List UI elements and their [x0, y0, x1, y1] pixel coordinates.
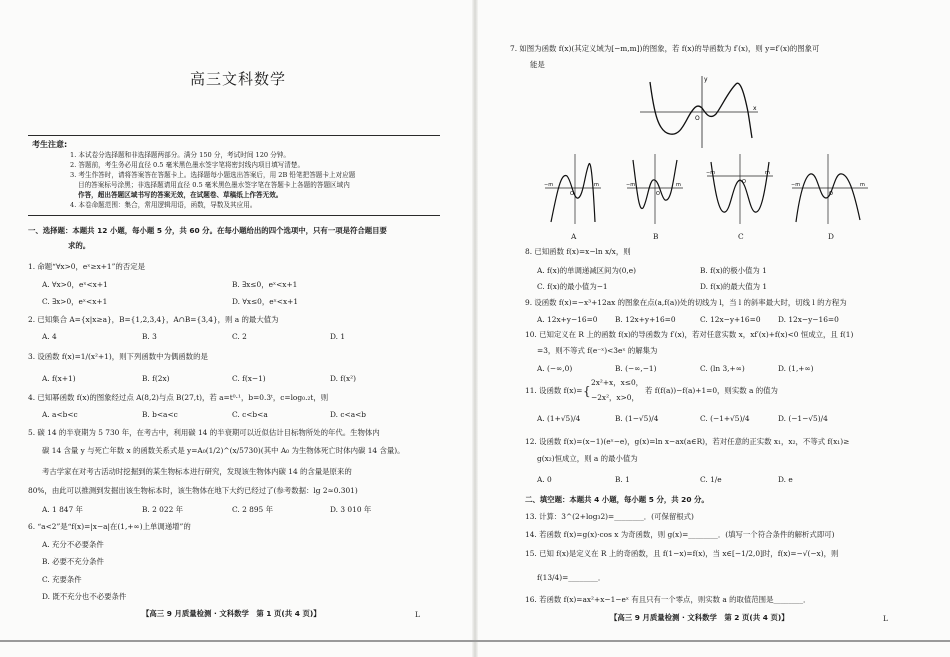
notice-top-rule [28, 135, 440, 136]
q7-graph-d [790, 152, 870, 230]
q8-option-c: C. f(x)的最小值为−1 [537, 282, 608, 291]
q9-option-b: B. 12x+y+16=0 [615, 315, 676, 324]
q1-option-d: D. ∀x≤0，eˣ<x+1 [232, 297, 299, 306]
q1-option-a: A. ∀x>0，eˣ<x+1 [42, 280, 108, 289]
exam-title: 高三文科数学 [190, 70, 287, 88]
left-corner-mark: L [415, 610, 420, 619]
q6-option-a: A. 充分不必要条件 [42, 540, 104, 549]
question-5-line-3: 考古学家在对考古活动时挖掘到的某生物标本进行研究，发现该生物体内碳 14 的含量是原来的 [42, 467, 352, 476]
q5-option-c: C. 2 895 年 [232, 505, 273, 514]
notice-line-1: 1. 本试卷分选择题和非选择题两部分。满分 150 分，考试时间 120 分钟。 [70, 151, 290, 159]
question-7-line-2: 能是 [530, 60, 545, 69]
q5-option-d: D. 3 010 年 [330, 505, 372, 514]
q2-option-a: A. 4 [42, 332, 57, 341]
q3-option-b: B. f(2x) [142, 374, 170, 383]
question-12-line-1: 12. 设函数 f(x)=(x−1)(eˣ−e)，g(x)=ln x−ax(a∈R)，若对任意的正实数 x₁，x₂，不等式 f(x₁)≥ [525, 437, 850, 446]
q1-option-b: B. ∃x≤0，eˣ<x+1 [232, 280, 298, 289]
q2-option-c: C. 2 [232, 332, 247, 341]
question-4: 4. 已知幂函数 f(x)的图象经过点 A(8,2)与点 B(27,t)，若 a=t⁰·¹，b=0.3ᵗ，c=log₀.₂t，则 [28, 393, 329, 402]
q12-option-b: B. 1 [615, 475, 630, 484]
q11-case-1: 2x²+x，x≤0， [591, 378, 644, 387]
notice-line-4: 目的答案标号涂黑；非选择题请用直径 0.5 毫米黑色墨水签字笔在答题卡上各题的答题区域内 [78, 181, 350, 189]
notice-line-3: 3. 考生作答时，请将答案答在答题卡上。选择题每小题选出答案后，用 2B 铅笔把答题卡上对应题 [70, 171, 356, 179]
question-13: 13. 计算：3^(2+log₃2)=________．(可保留根式) [525, 512, 694, 521]
question-14: 14. 若函数 f(x)=g(x)·cos x 为奇函数，则 g(x)=________．(填写一个符合条件的解析式即可) [525, 530, 835, 539]
q3-option-d: D. f(x²) [330, 374, 356, 383]
q6-option-d: D. 既不充分也不必要条件 [42, 592, 127, 601]
q3-option-a: A. f(x+1) [42, 374, 76, 383]
graph-d-neg-m: −m [791, 182, 801, 188]
q1-option-c: C. ∃x>0，eˣ<x+1 [42, 297, 108, 306]
graph-c-origin: O [742, 179, 746, 185]
q4-option-d: D. c<a<b [330, 410, 367, 419]
right-corner-mark: L [883, 614, 888, 623]
question-11-tail: 若 f(f(a))−f(a)+1=0，则实数 a 的值为 [645, 386, 778, 395]
graph-a-letter: A [571, 232, 577, 241]
question-2: 2. 已知集合 A={x|x≥a}，B={1,2,3,4}，A∩B={3,4}，则 a 的最大值为 [28, 315, 279, 324]
question-10-line-2: =3，则不等式 f(e⁻ˣ)<3eˣ 的解集为 [537, 346, 658, 355]
q6-option-b: B. 必要不充分条件 [42, 557, 104, 566]
main-origin-label: O [695, 115, 700, 122]
q8-option-b: B. f(x)的极小值为 1 [700, 266, 767, 275]
section2-heading: 二、填空题：本题共 4 小题，每小题 5 分，共 20 分。 [525, 495, 709, 504]
question-5-line-1: 5. 碳 14 的半衰期为 5 730 年，在考古中，利用碳 14 的半衰期可以近似估计目标物所处的年代。生物体内 [28, 428, 380, 437]
left-page [20, 0, 460, 640]
graph-c-pos-m: m [765, 170, 770, 176]
q11-option-a: A. (1+√5)/4 [537, 414, 581, 423]
right-page [495, 0, 935, 640]
q11-option-b: B. (1−√5)/4 [615, 414, 659, 423]
graph-b-origin: O [656, 191, 660, 197]
q7-graph-a [543, 152, 603, 230]
q11-case-2: −2x²，x>0， [591, 393, 639, 402]
q9-option-a: A. 12x+y−16=0 [537, 315, 598, 324]
q7-main-graph [640, 72, 760, 152]
notice-line-2: 2. 答题前，考生务必用直径 0.5 毫米黑色墨水签字笔将密封线内项目填写清楚。 [70, 161, 305, 169]
graph-d-letter: D [828, 232, 834, 241]
section1-heading-cont: 求的。 [68, 241, 91, 250]
graph-a-origin: O [570, 191, 574, 197]
q7-graph-b [625, 152, 685, 230]
q11-brace: { [583, 384, 591, 398]
notice-heading: 考生注意: [32, 140, 68, 149]
q8-option-d: D. f(x)的最大值为 1 [700, 282, 768, 291]
q12-option-c: C. 1/e [700, 475, 722, 484]
q10-option-c: C. (ln 3,+∞) [700, 364, 745, 373]
q4-option-a: A. a<b<c [42, 410, 78, 419]
question-11-lead: 11. 设函数 f(x)= [525, 386, 583, 395]
graph-a-pos-m: m [594, 182, 599, 188]
q3-option-c: C. f(x−1) [232, 374, 266, 383]
q11-option-d: D. (−1−√5)/4 [778, 414, 828, 423]
main-x-label: x [753, 105, 757, 112]
question-12-line-2: g(x₂)恒成立，则 a 的最小值为 [537, 454, 638, 463]
q6-option-c: C. 充要条件 [42, 575, 82, 584]
q10-option-d: D. (1,+∞) [778, 364, 814, 373]
question-8: 8. 已知函数 f(x)=x−ln x/x，则 [525, 247, 631, 256]
notice-line-5: 作答，超出答题区域书写的答案无效，在试题卷、草稿纸上作答无效。 [78, 191, 283, 199]
q12-option-a: A. 0 [537, 475, 552, 484]
question-10-line-1: 10. 已知定义在 R 上的函数 f(x)的导函数为 f′(x)，若对任意实数 x，xf′(x)+f(x)<0 恒成立，且 f(1) [525, 330, 854, 339]
q7-graph-c [705, 152, 775, 230]
q5-option-b: B. 2 022 年 [142, 505, 184, 514]
main-y-label: y [704, 76, 708, 83]
graph-c-neg-m: −m [706, 170, 716, 176]
q10-option-a: A. (−∞,0) [537, 364, 573, 373]
main-curve [650, 82, 752, 138]
question-15-line-1: 15. 已知 f(x)是定义在 R 上的奇函数，且 f(1−x)=f(x)，当 x∈[−1/2,0]时，f(x)=−√(−x)，则 [525, 549, 839, 558]
notice-bottom-rule [28, 215, 440, 216]
q9-option-c: C. 12x−y+16=0 [700, 315, 761, 324]
question-1: 1. 命题“∀x>0，eˣ≥x+1”的否定是 [28, 262, 145, 271]
question-16: 16. 若函数 f(x)=ax²+x−1−eˣ 有且只有一个零点，则实数 a 的取值范围是________． [525, 595, 811, 604]
page-fold [472, 0, 478, 657]
q4-option-b: B. b<a<c [142, 410, 178, 419]
q9-option-d: D. 12x−y−16=0 [778, 315, 839, 324]
graph-b-letter: B [653, 232, 659, 241]
question-7-line-1: 7. 如图为函数 f(x)(其定义域为[−m,m])的图象，若 f(x)的导函数为 f′(x)，则 y=f′(x)的图象可 [510, 44, 820, 53]
question-15-line-2: f(13/4)=________． [537, 573, 606, 582]
question-5-line-4: 80%，由此可以推测到发掘出该生物标本时，该生物体在地下大约已经过了(参考数据：lg 2≈0.301) [28, 486, 358, 495]
scan-edge-line [0, 640, 950, 642]
q11-option-c: C. (−1+√5)/4 [700, 414, 750, 423]
question-6: 6. “a<2”是“f(x)=|x−a|在(1,+∞)上单调递增”的 [28, 522, 191, 531]
section1-heading: 一、选择题：本题共 12 小题，每小题 5 分，共 60 分。在每小题给出的四个选项中，只有一项是符合题目要 [28, 226, 387, 235]
notice-line-6: 4. 本卷命题范围：集合，常用逻辑用语，函数，导数及其应用。 [70, 201, 257, 209]
graph-d-origin: O [829, 191, 833, 197]
graph-d-pos-m: m [860, 182, 865, 188]
graph-b-neg-m: −m [626, 182, 636, 188]
q12-option-d: D. e [778, 475, 793, 484]
graph-c-letter: C [738, 232, 744, 241]
q4-option-c: C. c<b<a [232, 410, 268, 419]
question-3: 3. 设函数 f(x)=1/(x²+1)，则下列函数中为偶函数的是 [28, 352, 208, 361]
q2-option-b: B. 3 [142, 332, 157, 341]
question-5-line-2: 碳 14 含量 y 与死亡年数 x 的函数关系式是 y=A₀(1/2)^(x/5730)(其中 A₀ 为生物体死亡时体内碳 14 含量)。 [42, 446, 405, 455]
left-footer: 【高三 9 月质量检测 · 文科数学 第 1 页(共 4 页)】 [142, 609, 321, 618]
q5-option-a: A. 1 847 年 [42, 505, 83, 514]
q2-option-d: D. 1 [330, 332, 346, 341]
q8-option-a: A. f(x)的单调递减区间为(0,e) [537, 266, 637, 275]
graph-a-neg-m: −m [544, 182, 554, 188]
right-footer: 【高三 9 月质量检测 · 文科数学 第 2 页(共 4 页)】 [610, 613, 789, 622]
question-9: 9. 设函数 f(x)=−x³+12ax 的图象在点(a,f(a))处的切线为 l，当 l 的斜率最大时，切线 l 的方程为 [525, 298, 847, 307]
q10-option-b: B. (−∞,−1) [615, 364, 657, 373]
graph-b-pos-m: m [676, 182, 681, 188]
